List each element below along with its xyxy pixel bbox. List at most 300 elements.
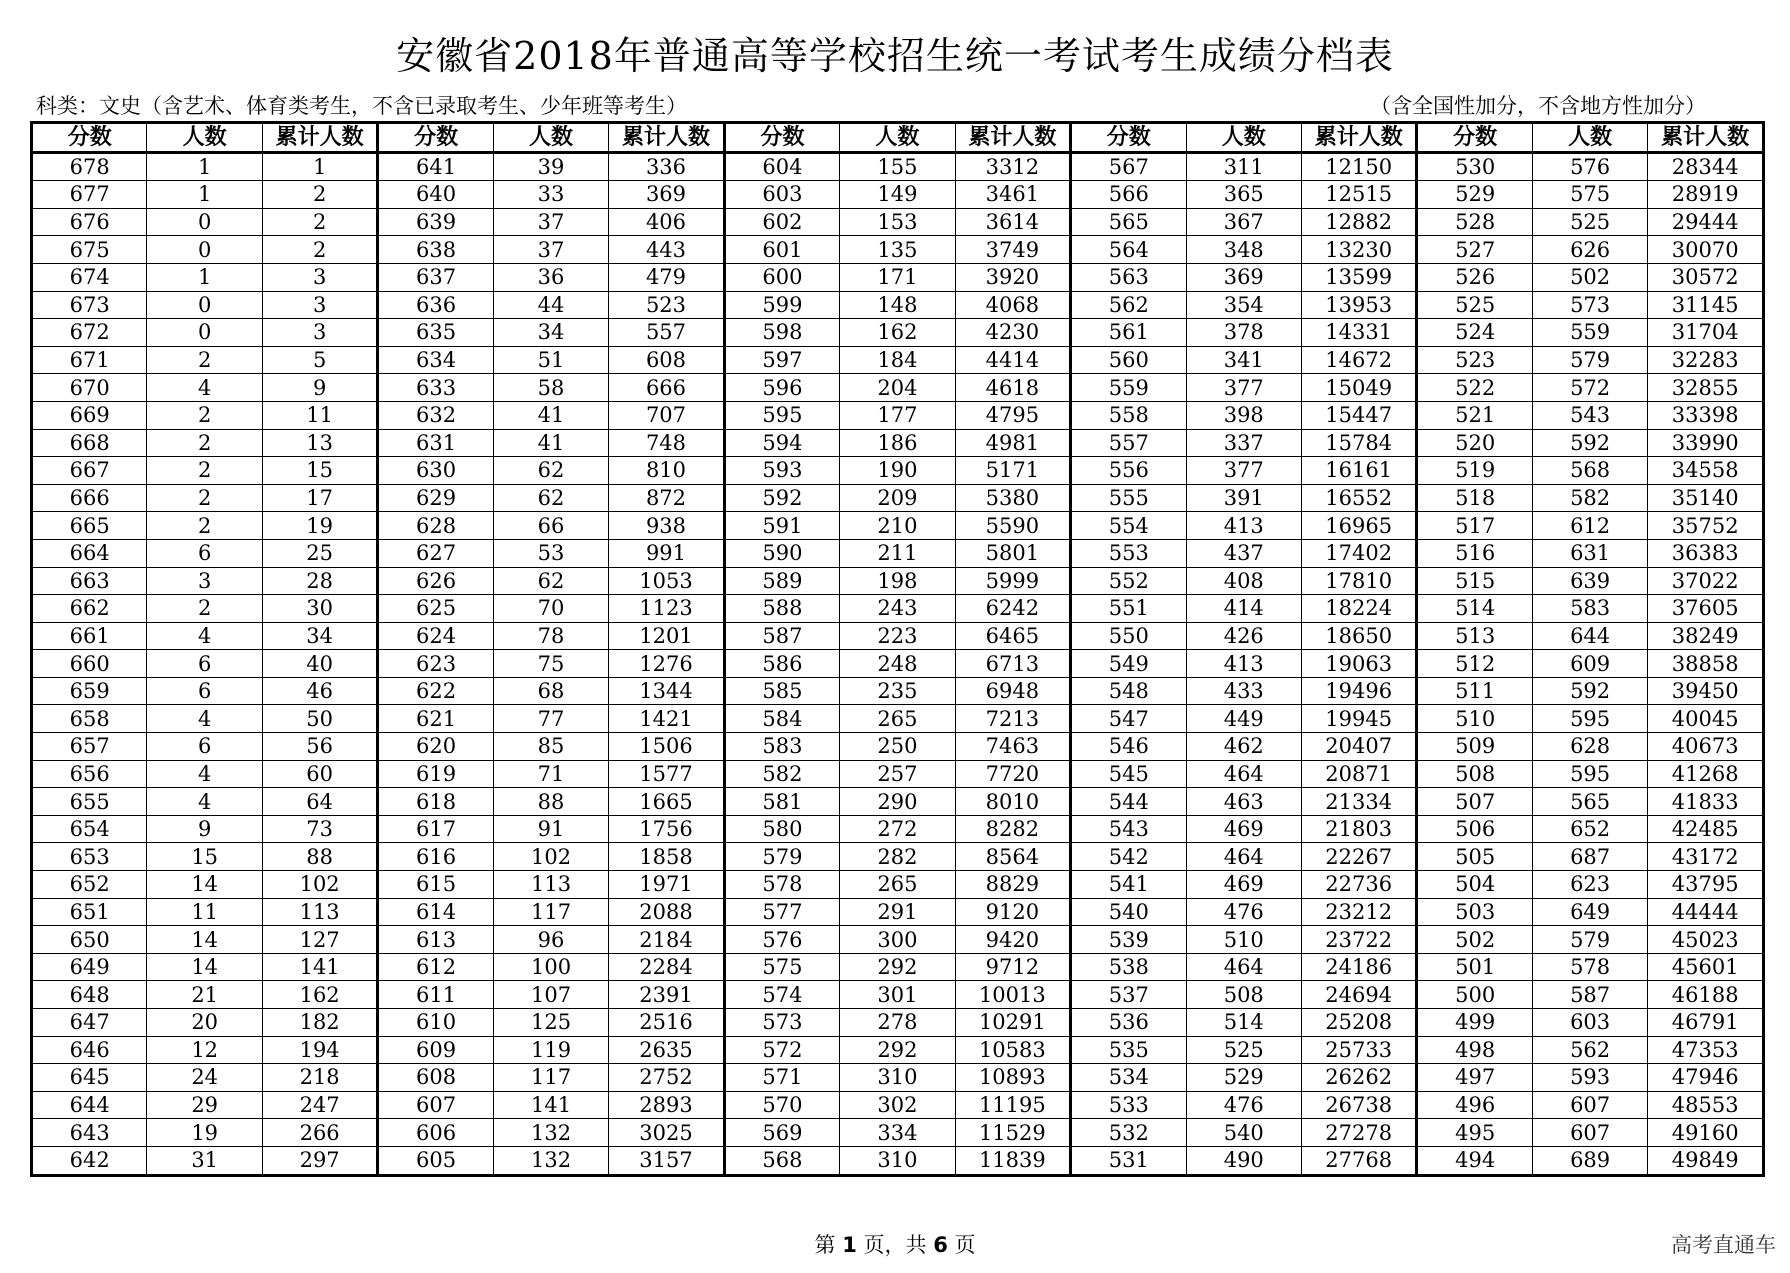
cell-cumulative: 3920 <box>955 263 1070 291</box>
cell-cumulative: 2284 <box>609 953 724 981</box>
table-row <box>32 622 1764 650</box>
cell-cumulative: 36383 <box>1648 539 1764 567</box>
cell-score: 519 <box>1417 457 1532 485</box>
cell-cumulative: 34 <box>262 622 377 650</box>
cell-count: 687 <box>1532 843 1647 871</box>
cell-score: 667 <box>32 457 147 485</box>
cell-count: 341 <box>1186 346 1301 374</box>
cell-score: 528 <box>1417 208 1532 236</box>
cell-count: 190 <box>840 457 955 485</box>
cell-count: 29 <box>147 1091 262 1119</box>
cell-count: 652 <box>1532 815 1647 843</box>
column-header-score: 分数 <box>724 123 839 153</box>
cell-score: 556 <box>1071 457 1186 485</box>
cell-count: 4 <box>147 760 262 788</box>
cell-cumulative: 2893 <box>609 1091 724 1119</box>
cell-count: 149 <box>840 181 955 209</box>
column-header-count: 人数 <box>147 123 262 153</box>
cell-count: 53 <box>493 539 608 567</box>
cell-count: 609 <box>1532 650 1647 678</box>
cell-score: 658 <box>32 705 147 733</box>
cell-count: 223 <box>840 622 955 650</box>
column-header-count: 人数 <box>1532 123 1647 153</box>
cell-cumulative: 1756 <box>609 815 724 843</box>
cell-score: 502 <box>1417 926 1532 954</box>
table-row <box>32 512 1764 540</box>
cell-cumulative: 88 <box>262 843 377 871</box>
cell-score: 541 <box>1071 871 1186 899</box>
cell-score: 668 <box>32 429 147 457</box>
cell-count: 413 <box>1186 650 1301 678</box>
cell-count: 278 <box>840 1009 955 1037</box>
category-note: 科类：文史（含艺术、体育类考生，不含已录取考生、少年班等考生） <box>36 94 687 118</box>
cell-score: 532 <box>1071 1119 1186 1147</box>
cell-count: 565 <box>1532 788 1647 816</box>
cell-count: 186 <box>840 429 955 457</box>
cell-score: 611 <box>378 981 493 1009</box>
cell-score: 547 <box>1071 705 1186 733</box>
cell-cumulative: 608 <box>609 346 724 374</box>
cell-count: 15 <box>147 843 262 871</box>
cell-cumulative: 8010 <box>955 788 1070 816</box>
cell-count: 4 <box>147 622 262 650</box>
table-row <box>32 1036 1764 1064</box>
cell-count: 337 <box>1186 429 1301 457</box>
cell-count: 437 <box>1186 539 1301 567</box>
cell-cumulative: 5999 <box>955 567 1070 595</box>
cell-count: 41 <box>493 401 608 429</box>
cell-score: 527 <box>1417 236 1532 264</box>
cell-count: 607 <box>1532 1091 1647 1119</box>
cell-count: 235 <box>840 677 955 705</box>
cell-count: 334 <box>840 1119 955 1147</box>
cell-score: 677 <box>32 181 147 209</box>
cell-cumulative: 1506 <box>609 733 724 761</box>
cell-count: 6 <box>147 733 262 761</box>
table-row <box>32 429 1764 457</box>
cell-score: 523 <box>1417 346 1532 374</box>
cell-count: 579 <box>1532 926 1647 954</box>
cell-cumulative: 18650 <box>1301 622 1416 650</box>
cell-score: 648 <box>32 981 147 1009</box>
cell-cumulative: 30070 <box>1648 236 1764 264</box>
cell-cumulative: 872 <box>609 484 724 512</box>
cell-score: 584 <box>724 705 839 733</box>
table-row <box>32 374 1764 402</box>
cell-cumulative: 73 <box>262 815 377 843</box>
cell-score: 663 <box>32 567 147 595</box>
cell-count: 282 <box>840 843 955 871</box>
cell-score: 676 <box>32 208 147 236</box>
cell-count: 449 <box>1186 705 1301 733</box>
cell-cumulative: 44444 <box>1648 898 1764 926</box>
cell-count: 20 <box>147 1009 262 1037</box>
cell-score: 517 <box>1417 512 1532 540</box>
cell-score: 604 <box>724 152 839 181</box>
cell-score: 675 <box>32 236 147 264</box>
cell-count: 211 <box>840 539 955 567</box>
cell-score: 531 <box>1071 1146 1186 1175</box>
page-total: 6 <box>933 1233 948 1257</box>
cell-score: 543 <box>1071 815 1186 843</box>
cell-cumulative: 19945 <box>1301 705 1416 733</box>
cell-count: 210 <box>840 512 955 540</box>
cell-count: 257 <box>840 760 955 788</box>
cell-cumulative: 56 <box>262 733 377 761</box>
cell-cumulative: 28919 <box>1648 181 1764 209</box>
cell-cumulative: 27278 <box>1301 1119 1416 1147</box>
cell-score: 640 <box>378 181 493 209</box>
cell-cumulative: 2391 <box>609 981 724 1009</box>
cell-cumulative: 127 <box>262 926 377 954</box>
cell-score: 628 <box>378 512 493 540</box>
cell-score: 670 <box>32 374 147 402</box>
cell-score: 495 <box>1417 1119 1532 1147</box>
cell-cumulative: 11529 <box>955 1119 1070 1147</box>
cell-cumulative: 23212 <box>1301 898 1416 926</box>
cell-score: 578 <box>724 871 839 899</box>
cell-cumulative: 2 <box>262 181 377 209</box>
cell-cumulative: 48553 <box>1648 1091 1764 1119</box>
cell-score: 624 <box>378 622 493 650</box>
cell-score: 592 <box>724 484 839 512</box>
cell-score: 554 <box>1071 512 1186 540</box>
cell-count: 62 <box>493 457 608 485</box>
cell-count: 559 <box>1532 319 1647 347</box>
cell-score: 610 <box>378 1009 493 1037</box>
cell-score: 585 <box>724 677 839 705</box>
cell-count: 573 <box>1532 291 1647 319</box>
cell-count: 2 <box>147 429 262 457</box>
cell-score: 647 <box>32 1009 147 1037</box>
cell-count: 644 <box>1532 622 1647 650</box>
cell-cumulative: 37605 <box>1648 595 1764 623</box>
cell-score: 582 <box>724 760 839 788</box>
cell-count: 171 <box>840 263 955 291</box>
table-row <box>32 595 1764 623</box>
cell-cumulative: 30 <box>262 595 377 623</box>
cell-cumulative: 2184 <box>609 926 724 954</box>
cell-count: 2 <box>147 401 262 429</box>
cell-count: 2 <box>147 595 262 623</box>
cell-count: 583 <box>1532 595 1647 623</box>
table-row <box>32 291 1764 319</box>
cell-score: 550 <box>1071 622 1186 650</box>
cell-count: 649 <box>1532 898 1647 926</box>
table-row <box>32 677 1764 705</box>
cell-cumulative: 31145 <box>1648 291 1764 319</box>
cell-count: 204 <box>840 374 955 402</box>
cell-count: 292 <box>840 953 955 981</box>
cell-score: 669 <box>32 401 147 429</box>
cell-count: 0 <box>147 319 262 347</box>
cell-count: 2 <box>147 457 262 485</box>
cell-cumulative: 406 <box>609 208 724 236</box>
cell-cumulative: 17810 <box>1301 567 1416 595</box>
cell-count: 3 <box>147 567 262 595</box>
cell-cumulative: 266 <box>262 1119 377 1147</box>
cell-score: 526 <box>1417 263 1532 291</box>
table-row <box>32 1091 1764 1119</box>
cell-count: 365 <box>1186 181 1301 209</box>
cell-score: 637 <box>378 263 493 291</box>
cell-count: 377 <box>1186 374 1301 402</box>
cell-score: 563 <box>1071 263 1186 291</box>
cell-count: 689 <box>1532 1146 1647 1175</box>
cell-score: 500 <box>1417 981 1532 1009</box>
column-header-score: 分数 <box>32 123 147 153</box>
cell-score: 622 <box>378 677 493 705</box>
cell-count: 626 <box>1532 236 1647 264</box>
cell-cumulative: 1665 <box>609 788 724 816</box>
cell-count: 9 <box>147 815 262 843</box>
cell-cumulative: 12515 <box>1301 181 1416 209</box>
cell-cumulative: 37022 <box>1648 567 1764 595</box>
cell-score: 579 <box>724 843 839 871</box>
cell-count: 37 <box>493 236 608 264</box>
cell-cumulative: 523 <box>609 291 724 319</box>
cell-score: 653 <box>32 843 147 871</box>
cell-score: 597 <box>724 346 839 374</box>
cell-score: 557 <box>1071 429 1186 457</box>
cell-score: 569 <box>724 1119 839 1147</box>
cell-score: 567 <box>1071 152 1186 181</box>
cell-score: 514 <box>1417 595 1532 623</box>
score-distribution-table <box>30 121 1765 1177</box>
cell-score: 522 <box>1417 374 1532 402</box>
cell-count: 51 <box>493 346 608 374</box>
cell-count: 71 <box>493 760 608 788</box>
cell-cumulative: 6242 <box>955 595 1070 623</box>
cell-cumulative: 443 <box>609 236 724 264</box>
cell-cumulative: 8829 <box>955 871 1070 899</box>
cell-score: 544 <box>1071 788 1186 816</box>
cell-count: 426 <box>1186 622 1301 650</box>
cell-cumulative: 3 <box>262 319 377 347</box>
cell-cumulative: 7213 <box>955 705 1070 733</box>
cell-score: 608 <box>378 1064 493 1092</box>
cell-cumulative: 13230 <box>1301 236 1416 264</box>
cell-cumulative: 19496 <box>1301 677 1416 705</box>
cell-score: 660 <box>32 650 147 678</box>
cell-count: 132 <box>493 1119 608 1147</box>
cell-score: 652 <box>32 871 147 899</box>
cell-count: 302 <box>840 1091 955 1119</box>
cell-score: 638 <box>378 236 493 264</box>
cell-count: 369 <box>1186 263 1301 291</box>
cell-score: 538 <box>1071 953 1186 981</box>
cell-score: 505 <box>1417 843 1532 871</box>
cell-count: 562 <box>1532 1036 1647 1064</box>
cell-score: 594 <box>724 429 839 457</box>
cell-score: 642 <box>32 1146 147 1175</box>
cell-cumulative: 4414 <box>955 346 1070 374</box>
cell-count: 631 <box>1532 539 1647 567</box>
cell-count: 575 <box>1532 181 1647 209</box>
cell-count: 153 <box>840 208 955 236</box>
cell-score: 586 <box>724 650 839 678</box>
cell-count: 462 <box>1186 733 1301 761</box>
cell-count: 265 <box>840 705 955 733</box>
cell-score: 593 <box>724 457 839 485</box>
cell-score: 562 <box>1071 291 1186 319</box>
cell-cumulative: 11 <box>262 401 377 429</box>
cell-cumulative: 9420 <box>955 926 1070 954</box>
cell-cumulative: 9712 <box>955 953 1070 981</box>
cell-score: 560 <box>1071 346 1186 374</box>
cell-cumulative: 10583 <box>955 1036 1070 1064</box>
cell-cumulative: 46 <box>262 677 377 705</box>
table-row <box>32 152 1764 181</box>
cell-score: 494 <box>1417 1146 1532 1175</box>
cell-cumulative: 13953 <box>1301 291 1416 319</box>
cell-score: 508 <box>1417 760 1532 788</box>
cell-score: 580 <box>724 815 839 843</box>
cell-score: 553 <box>1071 539 1186 567</box>
table-row <box>32 181 1764 209</box>
cell-score: 619 <box>378 760 493 788</box>
cell-score: 577 <box>724 898 839 926</box>
cell-cumulative: 22267 <box>1301 843 1416 871</box>
cell-score: 632 <box>378 401 493 429</box>
cell-count: 290 <box>840 788 955 816</box>
cell-score: 581 <box>724 788 839 816</box>
page-indicator <box>0 1229 1790 1259</box>
cell-score: 572 <box>724 1036 839 1064</box>
cell-count: 510 <box>1186 926 1301 954</box>
cell-score: 511 <box>1417 677 1532 705</box>
cell-cumulative: 20407 <box>1301 733 1416 761</box>
cell-score: 545 <box>1071 760 1186 788</box>
table-row <box>32 484 1764 512</box>
cell-score: 515 <box>1417 567 1532 595</box>
cell-cumulative: 3 <box>262 291 377 319</box>
cell-cumulative: 297 <box>262 1146 377 1175</box>
cell-cumulative: 10013 <box>955 981 1070 1009</box>
cell-cumulative: 2635 <box>609 1036 724 1064</box>
cell-score: 620 <box>378 733 493 761</box>
cell-count: 250 <box>840 733 955 761</box>
cell-count: 502 <box>1532 263 1647 291</box>
cell-score: 656 <box>32 760 147 788</box>
column-header-score: 分数 <box>378 123 493 153</box>
cell-score: 559 <box>1071 374 1186 402</box>
table-row <box>32 539 1764 567</box>
cell-count: 514 <box>1186 1009 1301 1037</box>
cell-score: 599 <box>724 291 839 319</box>
cell-score: 623 <box>378 650 493 678</box>
cell-score: 613 <box>378 926 493 954</box>
cell-count: 595 <box>1532 760 1647 788</box>
cell-cumulative: 3025 <box>609 1119 724 1147</box>
table-row <box>32 457 1764 485</box>
cell-cumulative: 35140 <box>1648 484 1764 512</box>
column-header-score: 分数 <box>1071 123 1186 153</box>
cell-cumulative: 13599 <box>1301 263 1416 291</box>
cell-cumulative: 4068 <box>955 291 1070 319</box>
cell-cumulative: 12150 <box>1301 152 1416 181</box>
cell-count: 132 <box>493 1146 608 1175</box>
cell-score: 499 <box>1417 1009 1532 1037</box>
cell-cumulative: 5171 <box>955 457 1070 485</box>
cell-cumulative: 1421 <box>609 705 724 733</box>
column-header-cumulative: 累计人数 <box>1301 123 1416 153</box>
cell-count: 398 <box>1186 401 1301 429</box>
cell-score: 552 <box>1071 567 1186 595</box>
cell-count: 209 <box>840 484 955 512</box>
table-body <box>32 152 1764 1175</box>
page-prefix: 第 <box>814 1233 836 1257</box>
cell-cumulative: 18224 <box>1301 595 1416 623</box>
cell-count: 639 <box>1532 567 1647 595</box>
cell-count: 291 <box>840 898 955 926</box>
cell-cumulative: 27768 <box>1301 1146 1416 1175</box>
cell-cumulative: 1123 <box>609 595 724 623</box>
cell-count: 21 <box>147 981 262 1009</box>
cell-cumulative: 60 <box>262 760 377 788</box>
table-row <box>32 733 1764 761</box>
cell-count: 367 <box>1186 208 1301 236</box>
cell-cumulative: 11195 <box>955 1091 1070 1119</box>
cell-cumulative: 938 <box>609 512 724 540</box>
cell-score: 629 <box>378 484 493 512</box>
cell-count: 568 <box>1532 457 1647 485</box>
cell-score: 530 <box>1417 152 1532 181</box>
cell-cumulative: 1201 <box>609 622 724 650</box>
cell-score: 643 <box>32 1119 147 1147</box>
cell-cumulative: 3157 <box>609 1146 724 1175</box>
cell-score: 651 <box>32 898 147 926</box>
cell-cumulative: 42485 <box>1648 815 1764 843</box>
cell-score: 571 <box>724 1064 839 1092</box>
cell-count: 125 <box>493 1009 608 1037</box>
cell-count: 301 <box>840 981 955 1009</box>
cell-count: 612 <box>1532 512 1647 540</box>
cell-cumulative: 4230 <box>955 319 1070 347</box>
cell-count: 623 <box>1532 871 1647 899</box>
table-row <box>32 650 1764 678</box>
cell-count: 58 <box>493 374 608 402</box>
cell-score: 555 <box>1071 484 1186 512</box>
cell-score: 630 <box>378 457 493 485</box>
cell-count: 11 <box>147 898 262 926</box>
cell-score: 539 <box>1071 926 1186 954</box>
cell-score: 615 <box>378 871 493 899</box>
cell-count: 117 <box>493 1064 608 1092</box>
cell-score: 673 <box>32 291 147 319</box>
cell-count: 469 <box>1186 871 1301 899</box>
cell-cumulative: 1344 <box>609 677 724 705</box>
cell-count: 70 <box>493 595 608 623</box>
cell-cumulative: 479 <box>609 263 724 291</box>
cell-cumulative: 6465 <box>955 622 1070 650</box>
cell-cumulative: 1053 <box>609 567 724 595</box>
cell-cumulative: 26262 <box>1301 1064 1416 1092</box>
column-header-cumulative: 累计人数 <box>262 123 377 153</box>
cell-cumulative: 32855 <box>1648 374 1764 402</box>
cell-score: 644 <box>32 1091 147 1119</box>
cell-cumulative: 707 <box>609 401 724 429</box>
cell-count: 0 <box>147 208 262 236</box>
cell-score: 512 <box>1417 650 1532 678</box>
cell-count: 2 <box>147 484 262 512</box>
cell-count: 177 <box>840 401 955 429</box>
cell-cumulative: 13 <box>262 429 377 457</box>
cell-cumulative: 49160 <box>1648 1119 1764 1147</box>
cell-cumulative: 45023 <box>1648 926 1764 954</box>
cell-score: 510 <box>1417 705 1532 733</box>
cell-cumulative: 247 <box>262 1091 377 1119</box>
